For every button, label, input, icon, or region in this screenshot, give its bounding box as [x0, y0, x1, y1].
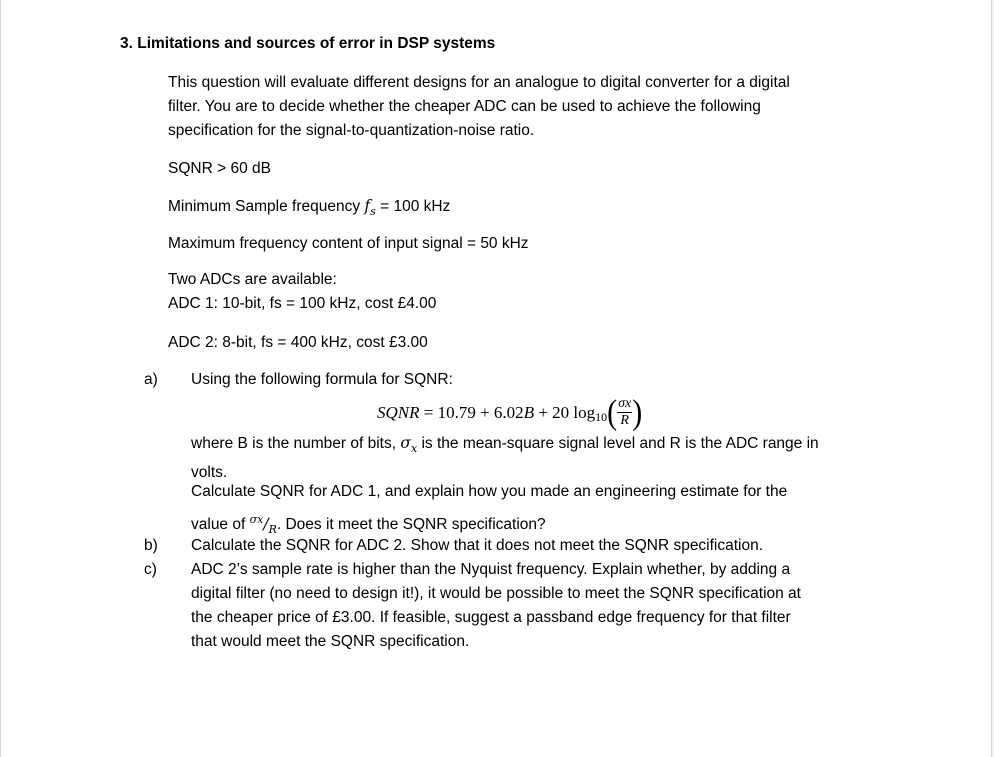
question-b-label: b) [144, 537, 158, 554]
question-a-label: a) [144, 371, 158, 388]
formula-denominator: R [620, 413, 629, 428]
formula-bits-var: B [523, 402, 535, 422]
question-a-intro: Using the following formula for SQNR: [191, 371, 453, 388]
formula-open-paren: ( [607, 392, 618, 431]
calc-line-2: value of $^{\sigma x}/_R$. Does it meet the SQNR specification? [191, 513, 546, 537]
spec-fs-symbol: f [364, 197, 371, 215]
formula-log: + 20 log [534, 402, 596, 422]
calc-line-1: Calculate SQNR for ADC 1, and explain how you made an engineering estimate for the [191, 483, 788, 500]
spec-sqnr: SQNR > 60 dB [168, 160, 271, 177]
sigma-subscript: x [410, 442, 418, 456]
spec-fs-subscript: s [370, 205, 376, 219]
c-line-3: the cheaper price of £3.00. If feasible, suggest a passband edge frequency for that filter [191, 609, 791, 626]
adc-intro: Two ADCs are available: [168, 271, 337, 288]
formula-fraction [617, 397, 632, 428]
where-line-1: where B is the number of bits, $\sigma_x$ is the mean-square signal level and R is the ADC range in [191, 434, 819, 456]
c-line-2: digital filter (no need to design it!), it would be possible to meet the SQNR specification at [191, 585, 801, 602]
adc-list [168, 268, 436, 316]
spec-fs-value: = 100 kHz [375, 198, 451, 215]
spec-max-frequency: Maximum frequency content of input signal = 50 kHz [168, 235, 529, 252]
section-heading: 3. Limitations and sources of error in DSP systems [120, 35, 496, 52]
intro-paragraph [168, 71, 790, 143]
sqnr-formula [377, 392, 643, 431]
question-a-where [191, 431, 819, 485]
question-c-label: c) [144, 561, 157, 578]
calc-frac-num: σx [249, 513, 264, 526]
adc-2-spec: ADC 2: 8-bit, fs = 400 kHz, cost £3.00 [168, 334, 428, 351]
where-line-2: volts. [191, 464, 228, 482]
formula-close-paren: ) [632, 392, 643, 431]
spec-sample-frequency [168, 194, 450, 224]
sigma-symbol: σ [400, 434, 411, 452]
spec-fs-prefix: Minimum Sample frequency [168, 198, 365, 215]
c-line-4: that would meet the SQNR specification. [191, 633, 470, 650]
calc-frac: $^{\sigma x}/_R$ [249, 513, 277, 537]
calc-frac-den: R [268, 523, 277, 537]
question-a-calc [191, 480, 787, 542]
intro-line-1: This question will evaluate different designs for an analogue to digital converter for a digital [168, 74, 790, 91]
formula-constant: = 10.79 + 6.02 [423, 402, 524, 422]
c-line-1: ADC 2’s sample rate is higher than the Nyquist frequency. Explain whether, by adding a [191, 561, 791, 578]
formula-numerator: σx [618, 396, 632, 411]
formula-lhs: SQNR [377, 402, 420, 422]
intro-line-3: specification for the signal-to-quantization-noise ratio. [168, 122, 535, 139]
question-c-text [191, 558, 801, 654]
intro-line-2: filter. You are to decide whether the cheaper ADC can be used to achieve the following [168, 98, 761, 115]
adc-1-spec: ADC 1: 10-bit, fs = 100 kHz, cost £4.00 [168, 295, 437, 312]
question-b-text: Calculate the SQNR for ADC 2. Show that it does not meet the SQNR specification. [191, 537, 764, 554]
formula-log-base: 10 [595, 410, 608, 424]
